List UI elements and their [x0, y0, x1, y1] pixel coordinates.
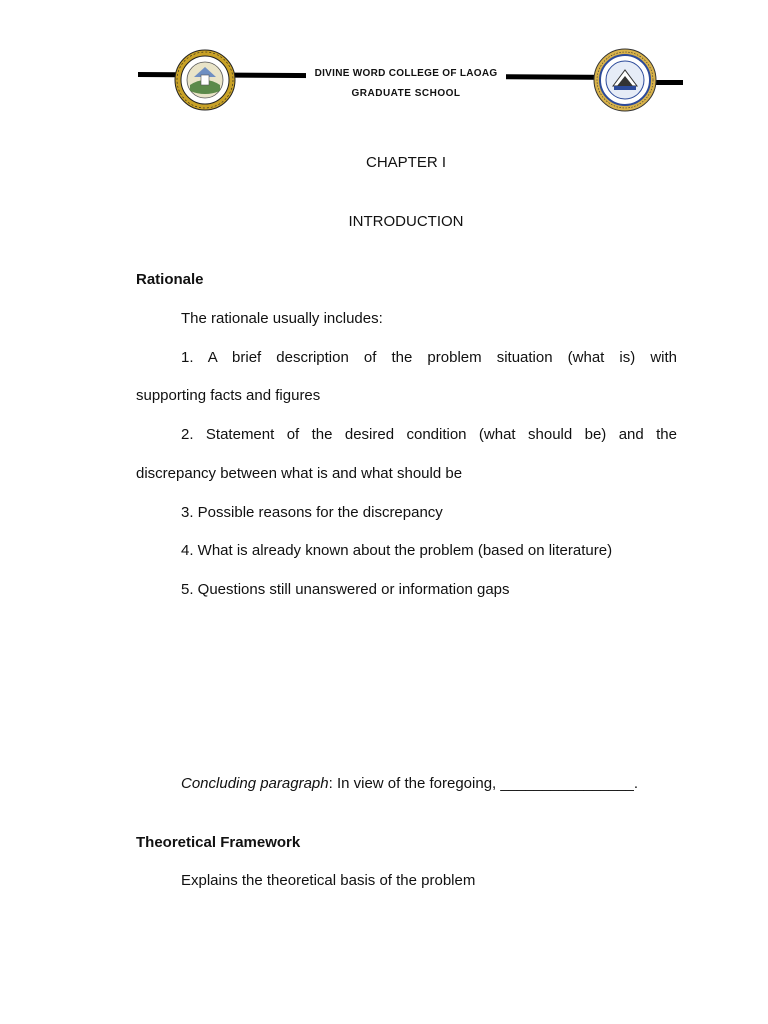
- rationale-item-1-cont: supporting facts and figures: [136, 387, 321, 404]
- concluding-paragraph: [181, 775, 638, 793]
- concluding-label: Concluding paragraph: [181, 775, 329, 792]
- graduate-school-seal-icon: [593, 48, 657, 112]
- department-name: GRADUATE SCHOOL: [351, 88, 461, 99]
- theoretical-framework-text: Explains the theoretical basis of the problem: [181, 872, 476, 889]
- rationale-item-5: 5. Questions still unanswered or information gaps: [181, 581, 510, 598]
- section-heading-rationale: Rationale: [136, 271, 204, 288]
- chapter-number: CHAPTER I: [365, 154, 446, 171]
- rationale-item-4: 4. What is already known about the problem (based on literature): [181, 542, 613, 559]
- rationale-intro: The rationale usually includes:: [181, 310, 383, 327]
- chapter-title: INTRODUCTION: [348, 213, 464, 230]
- institution-name: DIVINE WORD COLLEGE OF LAOAG: [306, 68, 506, 80]
- college-seal-icon: [174, 49, 236, 111]
- concluding-text: : In view of the foregoing, ________________.: [328, 775, 639, 792]
- section-heading-theoretical-framework: Theoretical Framework: [136, 834, 301, 851]
- rationale-item-3: 3. Possible reasons for the discrepancy: [181, 504, 443, 521]
- rationale-item-1: 1. A brief description of the problem situation (what is) with: [181, 349, 677, 366]
- letterhead: [0, 40, 768, 120]
- rationale-item-2: 2. Statement of the desired condition (what should be) and the: [181, 426, 677, 443]
- rationale-item-2-cont: discrepancy between what is and what should be: [136, 465, 463, 482]
